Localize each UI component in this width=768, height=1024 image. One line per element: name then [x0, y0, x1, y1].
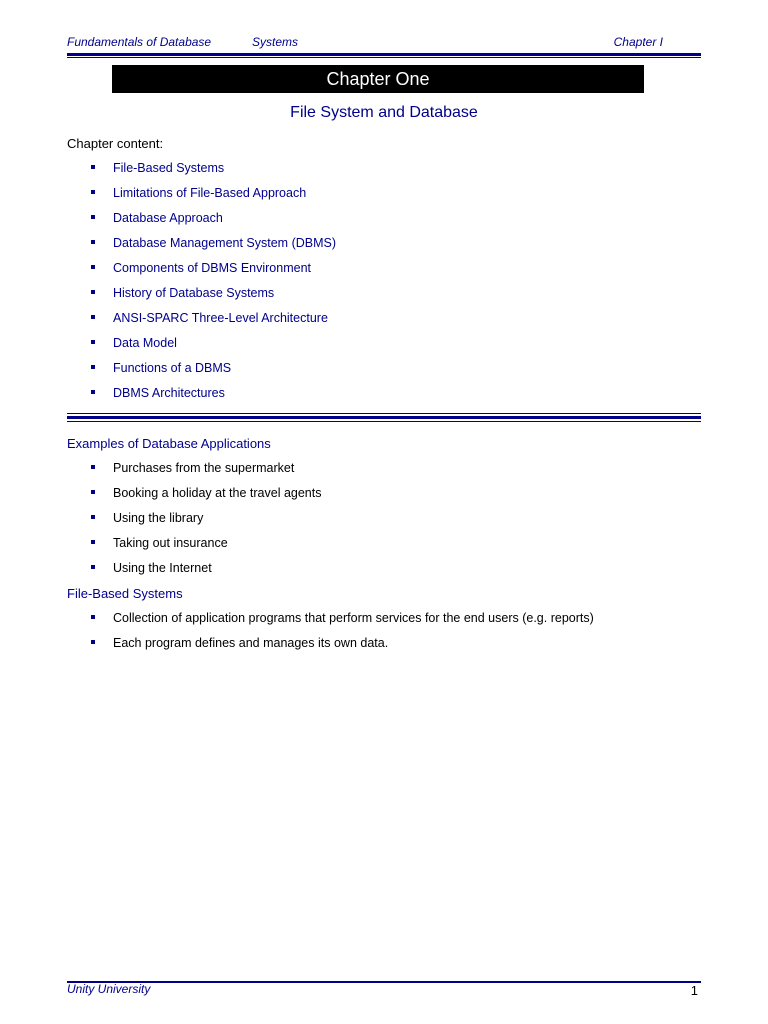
section-divider-bottom [67, 421, 701, 422]
bullet-icon [91, 490, 95, 494]
bullet-icon [91, 240, 95, 244]
list-item: Purchases from the supermarket [88, 460, 321, 485]
chapter-content-label: Chapter content: [67, 136, 164, 151]
file-based-heading: File-Based Systems [67, 586, 183, 601]
list-item: Collection of application programs that perform services for the end users (e.g. reports) [88, 610, 594, 635]
bullet-icon [91, 365, 95, 369]
examples-list [88, 460, 321, 585]
bullet-icon [91, 290, 95, 294]
bullet-icon [91, 515, 95, 519]
list-item: Data Model [88, 335, 336, 360]
list-item: Taking out insurance [88, 535, 321, 560]
chapter-subtitle: File System and Database [290, 104, 478, 121]
bullet-icon [91, 565, 95, 569]
page-number: 1 [690, 983, 698, 998]
file-based-list [88, 610, 594, 660]
header-title-cont: Systems [252, 35, 299, 49]
header-chapter: Chapter I [613, 35, 663, 49]
list-item: History of Database Systems [88, 285, 336, 310]
list-item: Using the Internet [88, 560, 321, 585]
bullet-icon [91, 165, 95, 169]
bullet-icon [91, 265, 95, 269]
bullet-icon [91, 215, 95, 219]
list-item: Components of DBMS Environment [88, 260, 336, 285]
list-item: Each program defines and manages its own data. [88, 635, 594, 660]
section-divider-top [67, 413, 701, 414]
bullet-icon [91, 190, 95, 194]
examples-heading: Examples of Database Applications [67, 436, 271, 451]
list-item: Using the library [88, 510, 321, 535]
bullet-icon [91, 540, 95, 544]
header-rule-thin [67, 57, 701, 58]
section-divider [67, 416, 701, 419]
chapter-content-list [88, 160, 336, 410]
list-item: DBMS Architectures [88, 385, 336, 410]
list-item: Limitations of File-Based Approach [88, 185, 336, 210]
bullet-icon [91, 640, 95, 644]
list-item: Booking a holiday at the travel agents [88, 485, 321, 510]
footer-rule [67, 981, 701, 983]
bullet-icon [91, 340, 95, 344]
list-item: Database Management System (DBMS) [88, 235, 336, 260]
list-item: Database Approach [88, 210, 336, 235]
list-item: Functions of a DBMS [88, 360, 336, 385]
header-rule [67, 53, 701, 56]
footer-institution: Unity University [67, 982, 151, 996]
chapter-banner: Chapter One [112, 65, 644, 93]
list-item: File-Based Systems [88, 160, 336, 185]
bullet-icon [91, 615, 95, 619]
list-item: ANSI-SPARC Three-Level Architecture [88, 310, 336, 335]
bullet-icon [91, 390, 95, 394]
header-title: Fundamentals of Database [67, 35, 212, 49]
page-header [67, 35, 663, 51]
bullet-icon [91, 465, 95, 469]
bullet-icon [91, 315, 95, 319]
